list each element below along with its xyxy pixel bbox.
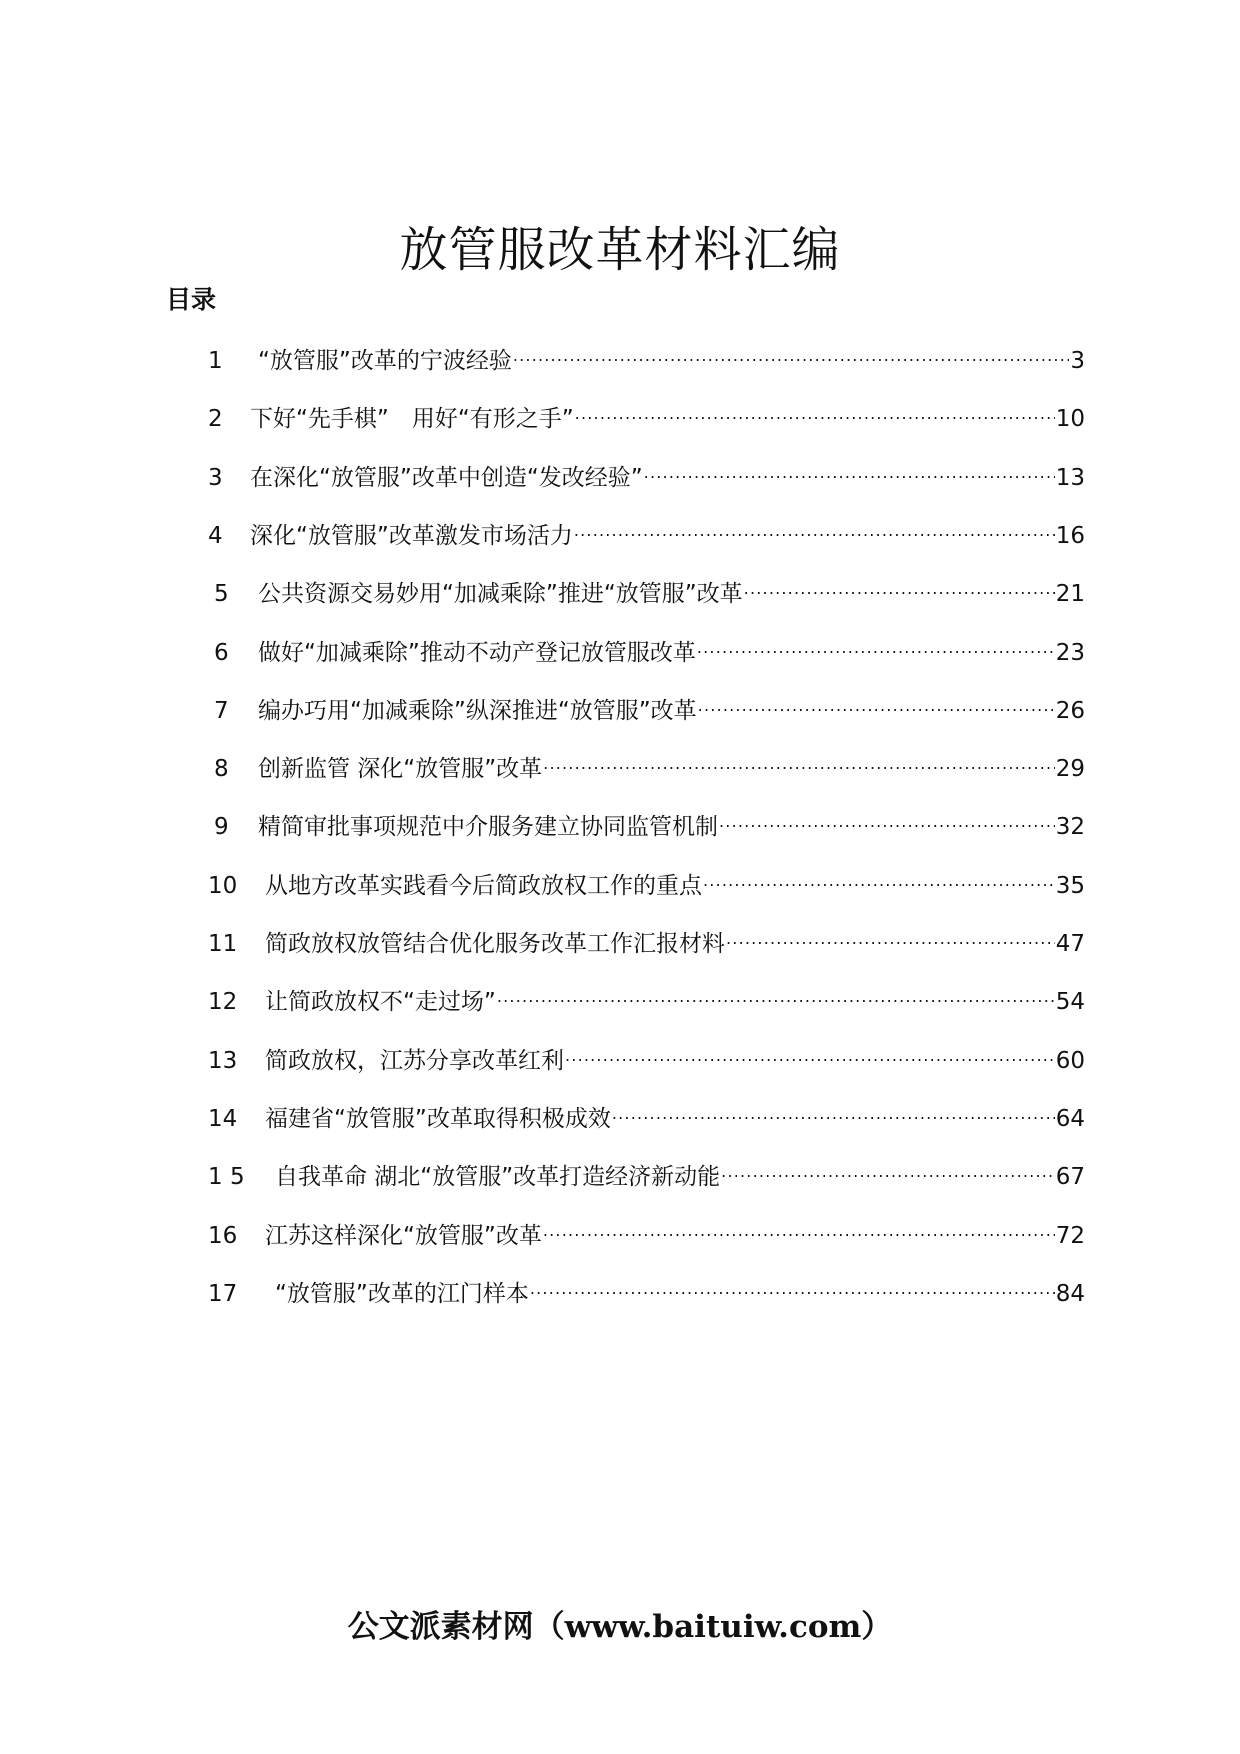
toc-entry-page: 13 bbox=[1055, 465, 1085, 491]
footer-watermark: 公文派素材网（www.baituiw.com） bbox=[347, 1609, 893, 1645]
toc-leader-dots bbox=[697, 626, 1055, 660]
toc-entry[interactable] bbox=[214, 626, 1085, 666]
toc-entry[interactable] bbox=[208, 1034, 1085, 1074]
toc-entry-number: 5 bbox=[214, 581, 229, 607]
toc-entry-page: 54 bbox=[1055, 989, 1085, 1015]
toc-leader-dots bbox=[719, 800, 1055, 834]
toc-entry[interactable] bbox=[208, 975, 1085, 1015]
toc-entry[interactable] bbox=[208, 917, 1085, 957]
toc-entry-title: 从地方改革实践看今后简政放权工作的重点 bbox=[265, 873, 702, 899]
toc-entry-page: 47 bbox=[1055, 931, 1085, 957]
toc-entry-page: 23 bbox=[1055, 640, 1085, 666]
toc-entry-number: 3 bbox=[208, 465, 223, 491]
toc-entry[interactable] bbox=[208, 1150, 1085, 1190]
toc-entry-title: 自我革命 湖北“放管服”改革打造经济新动能 bbox=[275, 1164, 721, 1190]
toc-entry-title: 在深化“放管服”改革中创造“发改经验” bbox=[250, 465, 643, 491]
toc-entry-page: 16 bbox=[1055, 523, 1085, 549]
toc-entry-number: 12 bbox=[208, 989, 238, 1015]
toc-entry-title: 精简审批事项规范中介服务建立协同监管机制 bbox=[258, 814, 718, 840]
toc-entry[interactable] bbox=[214, 742, 1085, 782]
toc-leader-dots bbox=[543, 1209, 1055, 1243]
toc-entry-title: 让简政放权不“走过场” bbox=[265, 989, 496, 1015]
toc-entry[interactable] bbox=[208, 392, 1085, 432]
toc-entry-number: 2 bbox=[208, 406, 223, 432]
toc-entry-page: 35 bbox=[1055, 873, 1085, 899]
toc-entry-page: 64 bbox=[1055, 1106, 1085, 1132]
toc-leader-dots bbox=[744, 567, 1055, 601]
toc-entry-page: 21 bbox=[1055, 581, 1085, 607]
toc-entry-number: 13 bbox=[208, 1048, 238, 1074]
toc-entry[interactable] bbox=[208, 1092, 1085, 1132]
toc-entry[interactable] bbox=[208, 451, 1085, 491]
toc-leader-dots bbox=[726, 917, 1055, 951]
toc-entry-number: 11 bbox=[208, 931, 238, 957]
toc-entry-number: 8 bbox=[214, 756, 229, 782]
toc-entry-page: 29 bbox=[1055, 756, 1085, 782]
toc-entry-title: 做好“加减乘除”推动不动产登记放管服改革 bbox=[258, 640, 696, 666]
toc-leader-dots bbox=[574, 509, 1055, 543]
toc-entry-page: 26 bbox=[1055, 698, 1085, 724]
toc-leader-dots bbox=[530, 1267, 1055, 1301]
toc-entry-title: 江苏这样深化“放管服”改革 bbox=[265, 1223, 542, 1249]
toc-leader-dots bbox=[721, 1150, 1055, 1184]
toc-entry-number: 7 bbox=[214, 698, 229, 724]
toc-entry-page: 32 bbox=[1055, 814, 1085, 840]
toc-leader-dots bbox=[703, 859, 1055, 893]
toc-heading: 目录 bbox=[166, 285, 217, 314]
toc-leader-dots bbox=[644, 451, 1055, 485]
toc-entry-title: 福建省“放管服”改革取得积极成效 bbox=[265, 1106, 611, 1132]
toc-entry-number: 1 bbox=[208, 348, 223, 374]
toc-entry-number: 9 bbox=[214, 814, 229, 840]
toc-entry[interactable] bbox=[208, 1209, 1085, 1249]
toc-entry-title: 深化“放管服”改革激发市场活力 bbox=[250, 523, 573, 549]
toc-entry-title: 创新监管 深化“放管服”改革 bbox=[258, 756, 543, 782]
toc-entry-title: “放管服”改革的江门样本 bbox=[275, 1281, 529, 1307]
toc-entry-page: 60 bbox=[1055, 1048, 1085, 1074]
toc-leader-dots bbox=[565, 1034, 1055, 1068]
toc-entry-number: 16 bbox=[208, 1223, 238, 1249]
document-title: 放管服改革材料汇编 bbox=[399, 222, 841, 278]
toc-entry[interactable] bbox=[208, 1267, 1085, 1307]
toc-entry-number: 6 bbox=[214, 640, 229, 666]
toc-entry[interactable] bbox=[208, 859, 1085, 899]
toc-leader-dots bbox=[497, 975, 1055, 1009]
toc-leader-dots bbox=[698, 684, 1055, 718]
toc-entry-page: 72 bbox=[1055, 1223, 1085, 1249]
toc-leader-dots bbox=[612, 1092, 1055, 1126]
toc-entry[interactable] bbox=[208, 509, 1085, 549]
toc-leader-dots bbox=[513, 334, 1070, 368]
toc-leader-dots bbox=[543, 742, 1055, 776]
toc-entry-title: 简政放权，江苏分享改革红利 bbox=[265, 1048, 564, 1074]
toc-entry-title: “放管服”改革的宁波经验 bbox=[258, 348, 512, 374]
toc-entry-page: 3 bbox=[1070, 348, 1085, 374]
toc-entry-number: 10 bbox=[208, 873, 238, 899]
toc-entry-page: 84 bbox=[1055, 1281, 1085, 1307]
toc-entry-title: 编办巧用“加减乘除”纵深推进“放管服”改革 bbox=[258, 698, 697, 724]
toc-entry[interactable] bbox=[208, 334, 1085, 374]
toc-entry-number: 17 bbox=[208, 1281, 238, 1307]
toc-leader-dots bbox=[575, 392, 1055, 426]
toc-entry-number: 1 5 bbox=[208, 1164, 245, 1190]
toc-entry-title: 简政放权放管结合优化服务改革工作汇报材料 bbox=[265, 931, 725, 957]
toc-entry-title: 下好“先手棋” 用好“有形之手” bbox=[250, 406, 574, 432]
toc-entry[interactable] bbox=[214, 800, 1085, 840]
toc-entry-title: 公共资源交易妙用“加减乘除”推进“放管服”改革 bbox=[258, 581, 743, 607]
toc-entry[interactable] bbox=[214, 567, 1085, 607]
toc-entry-page: 67 bbox=[1055, 1164, 1085, 1190]
toc-entry-number: 14 bbox=[208, 1106, 238, 1132]
toc-entry[interactable] bbox=[214, 684, 1085, 724]
toc-entry-number: 4 bbox=[208, 523, 223, 549]
toc-entry-page: 10 bbox=[1055, 406, 1085, 432]
